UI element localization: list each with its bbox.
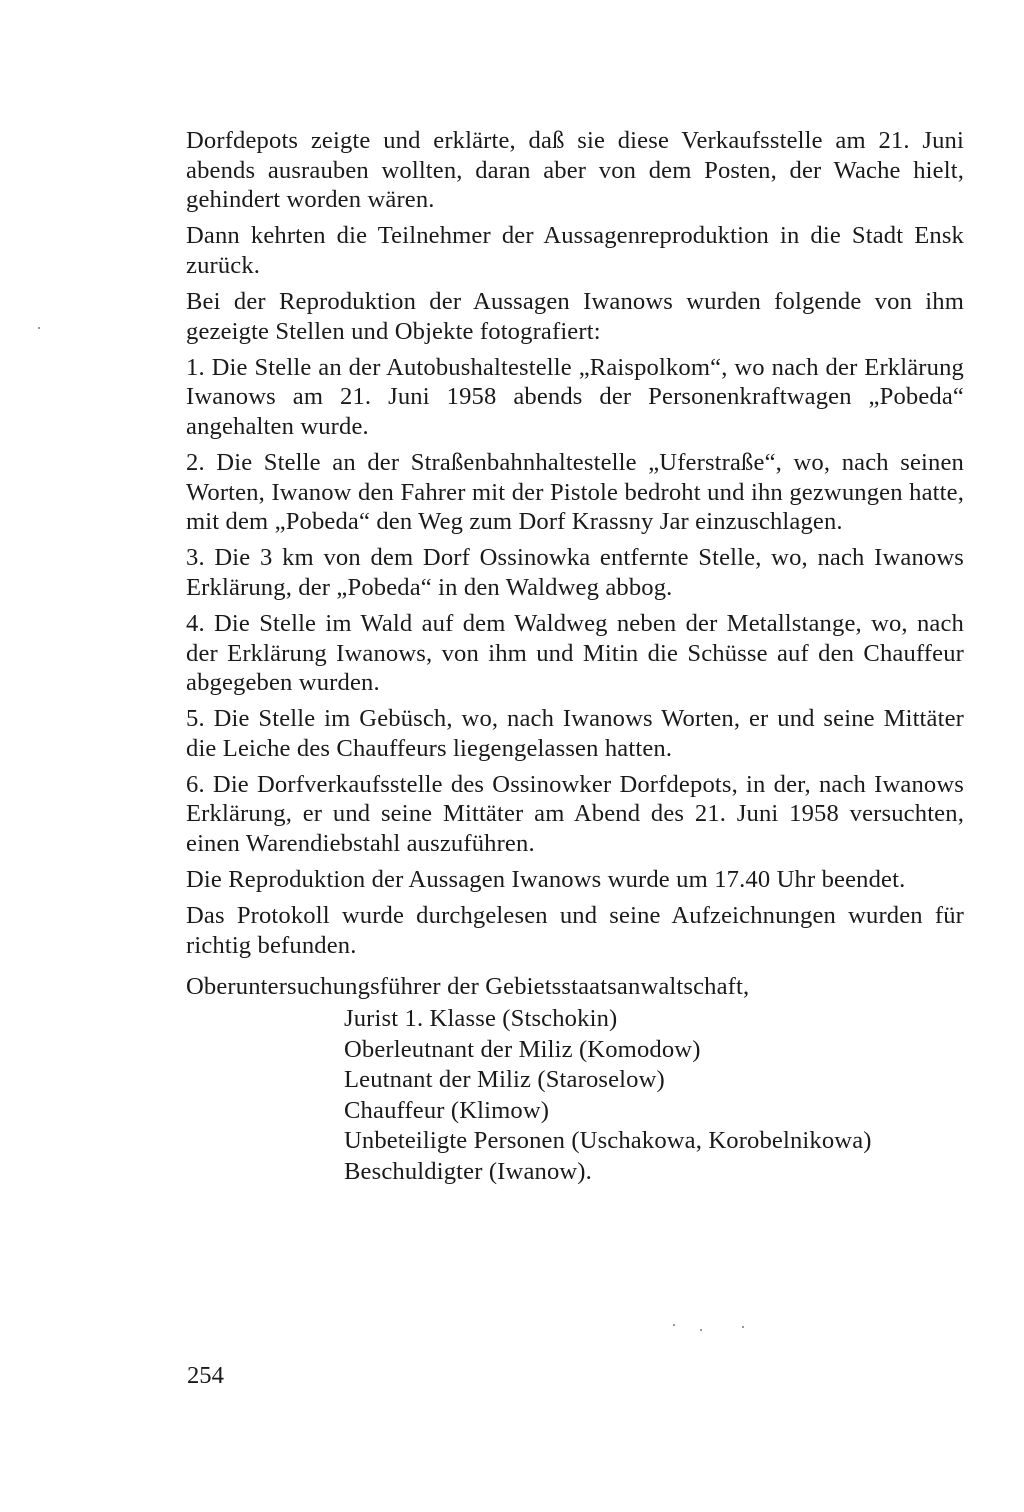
list-item-1: 1. Die Stelle an der Autobushaltestelle „Raispolkom“, wo nach der Erklärung Iwanows am 21. Juni 1958 abends der Personenkraftwagen „Pobeda“ angehalten wurde. xyxy=(186,353,964,440)
signature-intro: Oberuntersuchungsführer der Gebietsstaatsanwaltschaft, xyxy=(186,973,750,1001)
list-item-6: 6. Die Dorfverkaufsstelle des Ossinowker Dorfdepots, in der, nach Iwanows Erklärung, er und seine Mittäter am Abend des 21. Juni 1958 versuchten, einen Warendiebstahl auszuführen. xyxy=(186,770,964,858)
signatory-item: Oberleutnant der Miliz (Komodow) xyxy=(344,1035,701,1063)
scan-speck xyxy=(38,327,40,329)
paragraph-photographed-intro: Bei der Reproduktion der Aussagen Iwanows wurden folgende von ihm gezeigte Stellen und Objekte fotografiert: xyxy=(186,287,964,345)
scan-speck xyxy=(673,1324,675,1326)
scan-speck xyxy=(742,1326,744,1328)
list-item-2: 2. Die Stelle an der Straßenbahnhaltestelle „Uferstraße“, wo, nach seinen Worten, Iwanow den Fahrer mit der Pistole bedroht und ihn gezwungen hatte, mit dem „Pobeda“ den Weg zum Dorf Krassny Jar einzuschlagen. xyxy=(186,448,964,536)
list-item-5: 5. Die Stelle im Gebüsch, wo, nach Iwanows Worten, er und seine Mittäter die Leiche des Chauffeurs liegengelassen hatten. xyxy=(186,705,964,762)
paragraph-ended: Die Reproduktion der Aussagen Iwanows wurde um 17.40 Uhr beendet. xyxy=(186,866,906,894)
signatory-item: Unbeteiligte Personen (Uschakowa, Korobelnikowa) xyxy=(344,1127,872,1155)
signatory-item: Chauffeur (Klimow) xyxy=(344,1096,550,1124)
signatory-item: Jurist 1. Klasse (Stschokin) xyxy=(344,1005,618,1033)
list-item-4: 4. Die Stelle im Wald auf dem Waldweg neben der Metallstange, wo, nach der Erklärung Iwanows, von ihm und Mitin die Schüsse auf den Chauffeur abgegeben wurden. xyxy=(186,609,964,697)
signatory-item: Leutnant der Miliz (Staroselow) xyxy=(344,1066,665,1094)
paragraph-return: Dann kehrten die Teilnehmer der Aussagenreproduktion in die Stadt Ensk zurück. xyxy=(186,222,964,279)
scan-speck xyxy=(700,1329,702,1331)
body-text xyxy=(186,126,964,1187)
signatory-item: Beschuldigter (Iwanow). xyxy=(344,1157,592,1185)
signatory-list xyxy=(344,1004,964,1187)
paragraph-protocol: Das Protokoll wurde durchgelesen und seine Aufzeichnungen wurden für richtig befunden. xyxy=(186,902,964,959)
list-item-3: 3. Die 3 km von dem Dorf Ossinowka entfernte Stelle, wo, nach Iwanows Erklärung, der „Pobeda“ in den Waldweg abbog. xyxy=(186,544,964,601)
page-number: 254 xyxy=(187,1362,224,1389)
paragraph-continuation: Dorfdepots zeigte und erklärte, daß sie diese Verkaufsstelle am 21. Juni abends ausrauben wollten, daran aber von dem Posten, der Wache hielt, gehindert worden wären. xyxy=(186,127,964,214)
